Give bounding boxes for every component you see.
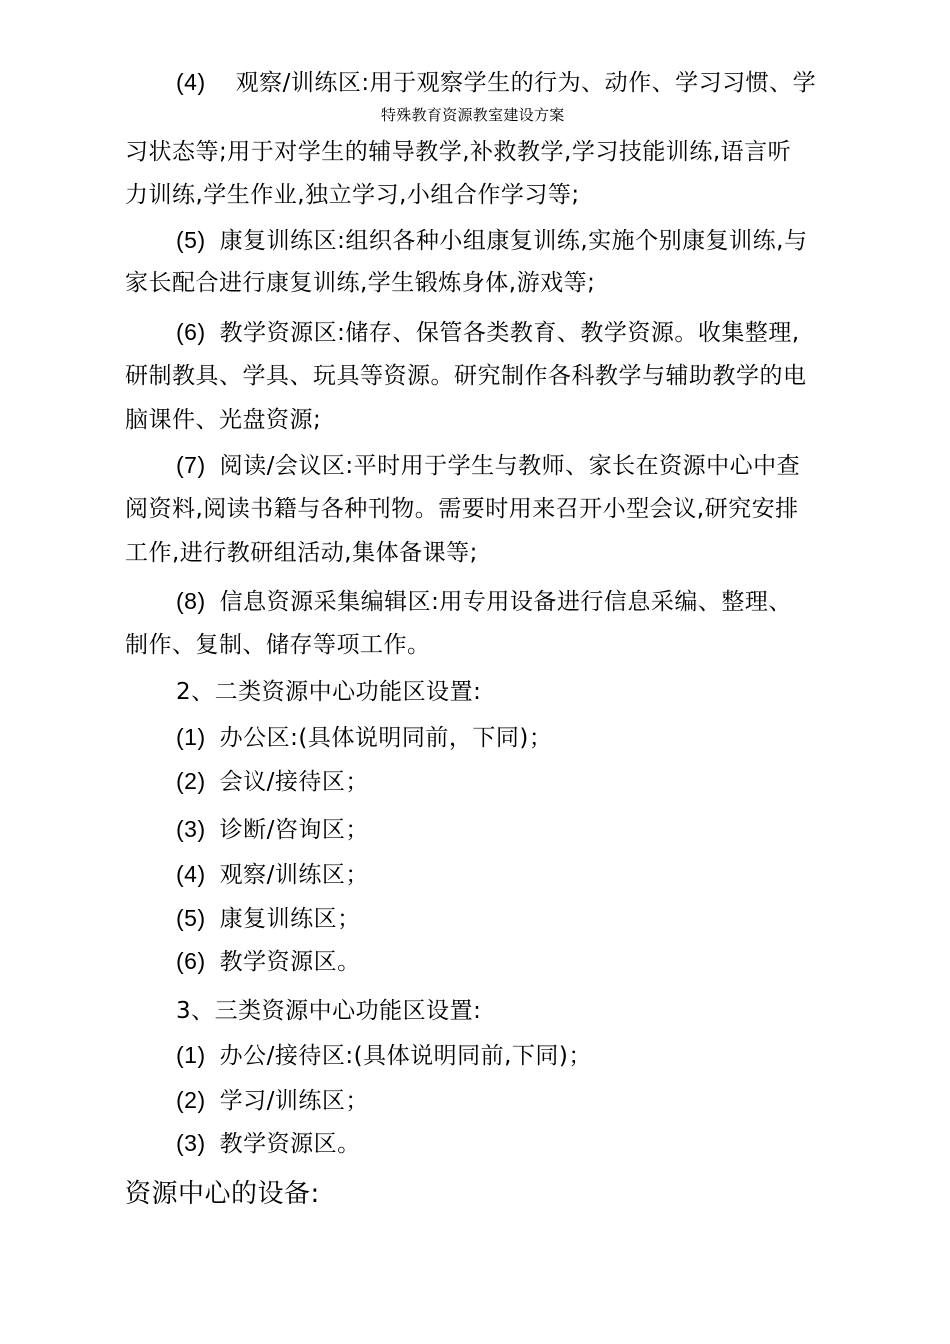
- section-2-item-1: [176, 722, 552, 753]
- paragraph-5-line-1: [176, 225, 808, 256]
- item-number: (6): [176, 948, 206, 974]
- section-2-item-5: [176, 903, 361, 934]
- section-3-item-1: [176, 1040, 592, 1071]
- item-text: 信息资源采集编辑区:用专用设备进行信息采编、整理、: [219, 589, 792, 615]
- paragraph-7-line-1: [176, 450, 800, 481]
- item-number: (2): [176, 1087, 206, 1113]
- item-number: (4): [176, 69, 206, 95]
- running-header: 特殊教育资源教室建设方案: [381, 106, 565, 124]
- item-text: 教学资源区:储存、保管各类教育、教学资源。收集整理,: [219, 320, 800, 346]
- paragraph-4-line-3: 力训练,学生作业,独立学习,小组合作学习等;: [125, 182, 580, 208]
- item-number: (5): [176, 227, 206, 253]
- item-text: 康复训练区；: [219, 906, 361, 932]
- item-text: 观察/训练区；: [219, 862, 369, 888]
- paragraph-4-line-2: 习状态等;用于对学生的辅导教学,补救教学,学习技能训练,语言听: [125, 139, 792, 165]
- paragraph-5-line-2: 家长配合进行康复训练,学生锻炼身体,游戏等;: [125, 270, 596, 296]
- paragraph-6-line-3: 脑课件、光盘资源;: [125, 407, 322, 433]
- item-text: 教学资源区。: [219, 1131, 361, 1157]
- section-2-item-2: [176, 766, 369, 797]
- item-number: (6): [176, 319, 206, 345]
- item-text: 会议/接待区；: [219, 769, 369, 795]
- item-number: (3): [176, 816, 206, 842]
- item-text: 办公/接待区:(具体说明同前,下同)；: [219, 1043, 592, 1069]
- item-text: 诊断/咨询区；: [219, 817, 369, 843]
- item-number: (1): [176, 724, 206, 750]
- item-text: 康复训练区:组织各种小组康复训练,实施个别康复训练,与: [219, 228, 808, 254]
- paragraph-8-line-2: 制作、复制、储存等项工作。: [125, 632, 431, 658]
- item-number: (8): [176, 588, 206, 614]
- item-number: (4): [176, 861, 206, 887]
- item-text: 教学资源区。: [219, 949, 361, 975]
- item-number: (1): [176, 1042, 206, 1068]
- item-text: 观察/训练区:用于观察学生的行为、动作、学习习惯、学: [235, 70, 817, 96]
- section-2-heading: 2、二类资源中心功能区设置:: [176, 679, 482, 705]
- item-number: (7): [176, 452, 206, 478]
- section-3-item-2: [176, 1085, 369, 1116]
- section-3-item-3: [176, 1128, 361, 1159]
- item-text: 阅读/会议区:平时用于学生与教师、家长在资源中心中查: [219, 453, 801, 479]
- item-text: 学习/训练区；: [219, 1088, 369, 1114]
- item-text: 办公区:(具体说明同前，下同)；: [219, 725, 553, 751]
- section-2-item-6: [176, 946, 361, 977]
- paragraph-4-line-1: [176, 67, 816, 98]
- section-2-item-4: [176, 859, 369, 890]
- paragraph-6-line-2: 研制教具、学具、玩具等资源。研究制作各科教学与辅助教学的电: [125, 363, 807, 389]
- paragraph-7-line-2: 阅资料,阅读书籍与各种刊物。需要时用来召开小型会议,研究安排: [125, 496, 799, 522]
- section-2-item-3: [176, 814, 369, 845]
- item-number: (2): [176, 768, 206, 794]
- item-number: (5): [176, 905, 206, 931]
- paragraph-8-line-1: [176, 586, 792, 617]
- paragraph-6-line-1: [176, 317, 800, 348]
- section-3-heading: 3、三类资源中心功能区设置:: [176, 998, 482, 1024]
- equipment-heading: 资源中心的设备:: [125, 1179, 320, 1209]
- item-number: (3): [176, 1130, 206, 1156]
- paragraph-7-line-3: 工作,进行教研组活动,集体备课等;: [125, 540, 478, 566]
